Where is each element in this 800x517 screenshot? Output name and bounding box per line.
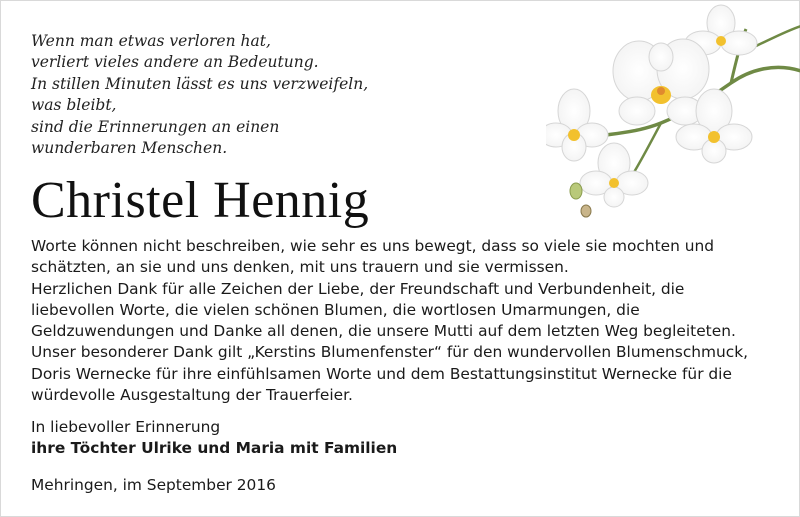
deceased-name: Christel Hennig (31, 172, 370, 229)
message-line: schätzten, an sie und uns denken, mit uns trauern und sie vermissen. (31, 258, 569, 277)
poem (31, 31, 368, 159)
poem-line: In stillen Minuten lässt es uns verzweifeln, (31, 74, 369, 93)
message-line: Worte können nicht beschreiben, wie sehr es uns bewegt, dass so viele sie mochten und (31, 237, 715, 255)
poem-line: wunderbaren Menschen. (31, 139, 228, 158)
place-and-date: Mehringen, im September 2016 (31, 476, 276, 494)
poem-line: sind die Erinnerungen an einen (31, 117, 280, 136)
message-line: Geldzuwendungen und Danke all denen, die unsere Mutti auf dem letzten Weg begleiteten. (31, 322, 736, 341)
poem-line: was bleibt, (31, 96, 117, 115)
closing-signature: ihre Töchter Ulrike und Maria mit Familien (31, 439, 398, 458)
message-line: liebevollen Worte, die vielen schönen Blumen, die wortlosen Umarmungen, die (31, 300, 640, 319)
white-orchid-icon (546, 1, 800, 221)
message-line: Unser besonderer Dank gilt „Kerstins Blumenfenster“ für den wundervollen Blumenschmuck, (31, 343, 749, 362)
closing (31, 417, 397, 460)
message-line: Herzlichen Dank für alle Zeichen der Liebe, der Freundschaft und Verbundenheit, die (31, 279, 685, 298)
closing-intro: In liebevoller Erinnerung (31, 418, 221, 436)
poem-line: verliert vieles andere an Bedeutung. (31, 53, 319, 72)
poem-line: Wenn man etwas verloren hat, (31, 32, 271, 50)
message-line: Doris Wernecke für ihre einfühlsamen Worte und dem Bestattungsinstitut Wernecke für die (31, 364, 732, 383)
message-line: würdevolle Ausgestaltung der Trauerfeier. (31, 386, 353, 405)
thank-you-message (31, 236, 771, 406)
